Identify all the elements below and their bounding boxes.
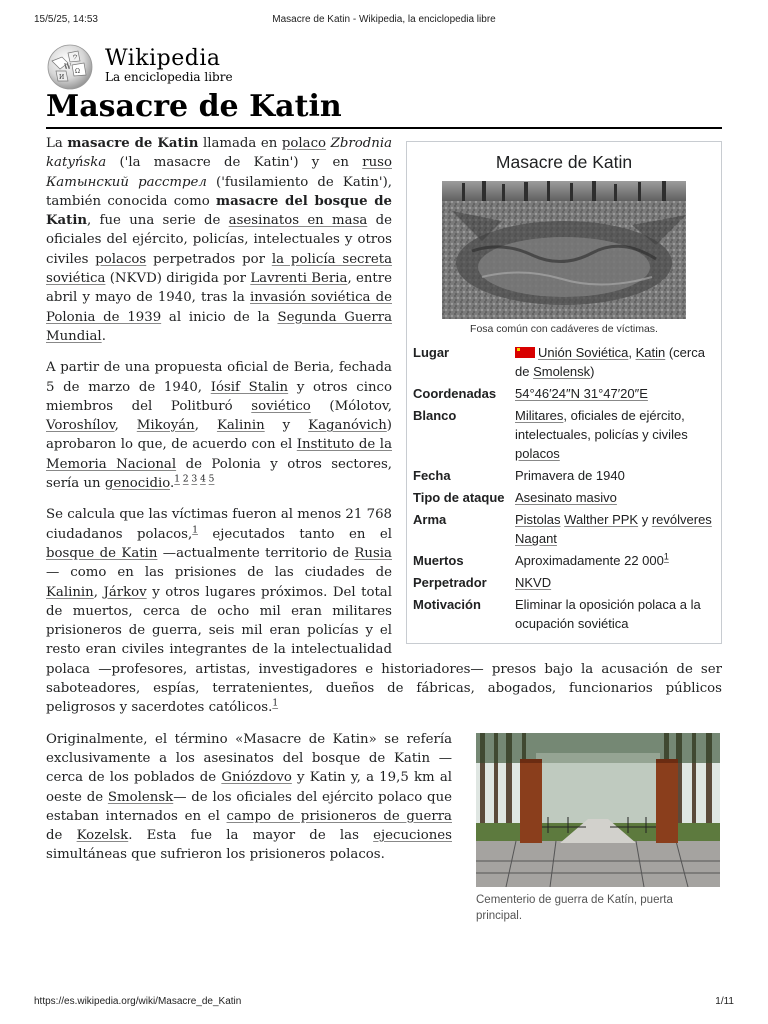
link-genocidio[interactable]: genocidio	[104, 476, 170, 492]
text: — como en las prisiones de las ciudades de	[46, 565, 392, 581]
link-kalinin[interactable]: Kalinin	[216, 418, 265, 434]
link-polaco[interactable]: polaco	[281, 136, 327, 151]
reference-link[interactable]: 1	[663, 551, 669, 562]
text: , entre abril y mayo de 1940, tras la	[46, 271, 392, 306]
text: )	[590, 364, 595, 379]
reference-link[interactable]: 4	[200, 474, 206, 485]
cemetery-gate-photo[interactable]	[476, 733, 720, 887]
text: ,	[194, 418, 217, 434]
print-title: Masacre de Katin - Wikipedia, la enciclopedia libre	[272, 14, 496, 25]
infobox-row-tipo	[413, 487, 715, 509]
title-divider	[46, 127, 722, 129]
link-lavrenti-beria[interactable]: Lavrenti Beria	[250, 271, 348, 287]
infobox-label: Perpetrador	[413, 575, 487, 590]
link-pistolas[interactable]: Pistolas	[515, 512, 561, 527]
text: — de los oficiales del ejército polaco que estaban internados en el	[46, 789, 453, 824]
reference-link[interactable]: 5	[208, 474, 215, 485]
link-coordinates[interactable]: 54°46′24″N 31°47′20″E	[515, 386, 648, 401]
wikipedia-tagline: La enciclopedia libre	[105, 70, 233, 84]
infobox-label: Lugar	[413, 345, 450, 360]
infobox-value: Eliminar la oposición polaca a la ocupación soviética	[515, 597, 701, 631]
link-militares[interactable]: Militares	[515, 408, 564, 423]
text: Aproximadamente 22 000	[515, 553, 664, 568]
print-date: 15/5/25, 14:53	[34, 14, 98, 25]
text: Originalmente, el término «Masacre de Katin» se refería exclusivamente a los asesinatos del bosque de Katin —cerca de los poblados de	[46, 731, 452, 786]
soviet-flag-icon	[515, 347, 535, 358]
svg-text:И: И	[59, 74, 65, 81]
link-policia-secreta[interactable]: la policía secreta soviética	[46, 251, 393, 287]
text: ('la masacre de Katin') y en	[106, 155, 363, 171]
page-title: Masacre de Katin	[46, 89, 342, 124]
link-campo-prisioneros[interactable]: campo de prisioneros de guerra	[226, 808, 452, 824]
infobox-row-muertos	[413, 550, 715, 572]
text: , oficiales de ejército, intelectuales, policías y civiles	[515, 408, 688, 442]
infobox-value	[515, 550, 715, 572]
text: y	[264, 418, 309, 434]
print-page-number: 1/11	[715, 996, 734, 1007]
infobox-value: Primavera de 1940	[515, 468, 625, 483]
infobox-label: Arma	[413, 512, 447, 527]
infobox-row-coordenadas	[413, 383, 715, 405]
link-mikoyan[interactable]: Mikoyán	[136, 418, 195, 434]
link-iosif-stalin[interactable]: Iósif Stalin	[210, 379, 289, 395]
text: —actualmente territorio de	[157, 545, 355, 561]
italic-term: Zbrodnia katyńska	[46, 136, 392, 171]
link-revolveres[interactable]: revólveres	[651, 512, 712, 527]
svg-text:W: W	[64, 63, 72, 71]
link-segunda-guerra-mundial[interactable]: Segunda Guerra Mundial	[46, 309, 392, 344]
print-url: https://es.wikipedia.org/wiki/Masacre_de_Katin	[34, 996, 242, 1007]
mass-grave-photo[interactable]	[442, 181, 686, 319]
italic-term: Катынский расстрел	[46, 174, 207, 190]
link-nkvd[interactable]: NKVD	[515, 575, 552, 590]
text: ,	[114, 418, 137, 434]
text: de oficiales del ejército, policías, intelectuales y otros civiles	[46, 213, 392, 267]
link-walther-ppk[interactable]: Walther PPK	[564, 512, 639, 527]
text: .	[170, 476, 175, 492]
text: ,	[628, 345, 636, 360]
text: al inicio de la	[161, 309, 278, 325]
wikipedia-logo[interactable]	[46, 41, 246, 89]
reference-link[interactable]: 1	[192, 525, 198, 536]
text: perpetrados por	[146, 251, 272, 267]
link-smolensk[interactable]: Smolensk	[107, 789, 174, 805]
link-instituto-memoria[interactable]: Instituto de la Memoria Nacional	[46, 437, 392, 472]
text: simultáneas que sufrieron los prisioneros polacos.	[46, 847, 385, 863]
link-asesinatos-en-masa[interactable]: asesinatos en masa	[228, 213, 368, 229]
link-katin[interactable]: Katin	[635, 345, 666, 360]
text: (NKVD) dirigida por	[105, 271, 251, 287]
reference-link[interactable]: 3	[191, 474, 198, 485]
reference-link[interactable]: 1	[272, 698, 279, 709]
svg-text:ウ: ウ	[72, 54, 79, 61]
bold-term: masacre del bosque de Katin	[46, 193, 392, 229]
reference-link[interactable]: 2	[182, 474, 189, 485]
infobox-value	[515, 405, 715, 465]
link-polacos[interactable]: polacos	[515, 446, 560, 461]
text: y otros cinco miembros del Politburó	[46, 379, 393, 414]
text: Se calcula que las víctimas fueron al menos 21 768 ciudadanos polacos,	[46, 507, 392, 542]
text: y otros lugares próximos. Del total de muertos, cerca de ocho mil eran militares prisioneros de guerra, seis mil eran policías y el resto eran civiles integrantes de la intelectualidad polaca —profesores, artistas, investigadores e historiadores— presos bajo la acusación de ser saboteadores, espías, terratenientes, dueños de fábricas, abogados, funcionarios públicos peligrosos y sacerdotes católicos.	[46, 584, 722, 716]
infobox-label: Muertos	[413, 553, 464, 568]
text: (Mólotov,	[310, 398, 392, 414]
text: de	[46, 828, 77, 844]
cemetery-figure	[476, 733, 722, 924]
text: , fue una serie de	[87, 213, 229, 229]
infobox-row-perpetrador	[413, 572, 715, 594]
print-footer	[34, 996, 734, 1010]
infobox-image-caption: Fosa común con cadáveres de víctimas.	[470, 323, 658, 335]
link-bosque-de-katin[interactable]: bosque de Katin	[46, 545, 158, 561]
link-asesinato-masivo[interactable]: Asesinato masivo	[515, 490, 617, 505]
figure-caption: Cementerio de guerra de Katín, puerta principal.	[476, 893, 673, 922]
text: de Polonia y otros sectores, sería un	[46, 456, 392, 492]
link-sovietico[interactable]: soviético	[251, 398, 311, 414]
infobox-value	[515, 342, 715, 383]
infobox-label: Fecha	[413, 468, 451, 483]
text: llamada en	[198, 136, 282, 151]
text: ) aprobaron lo que, de acuerdo con el	[46, 418, 392, 453]
bold-term: masacre de Katin	[67, 136, 199, 151]
text: ('fusilamiento de Katin'), también conocida como	[46, 174, 392, 209]
text: y Katin y, a 19,5 km al oeste de	[46, 770, 452, 805]
text: .	[101, 328, 106, 344]
infobox-table	[413, 342, 715, 635]
infobox-value	[515, 487, 715, 509]
link-gniozdovo[interactable]: Gniózdovo	[221, 770, 292, 786]
link-jarkov[interactable]: Járkov	[103, 584, 147, 600]
link-ejecuciones[interactable]: ejecuciones	[373, 828, 452, 844]
print-header	[34, 14, 734, 28]
infobox-row-fecha	[413, 465, 715, 487]
svg-text:Ω: Ω	[75, 68, 80, 75]
link-nagant[interactable]: Nagant	[515, 531, 557, 546]
infobox-label: Motivación	[413, 597, 481, 612]
link-kalinin-city[interactable]: Kalinin	[46, 584, 94, 600]
link-kozelsk[interactable]: Kozelsk	[76, 828, 129, 844]
link-voroshilov[interactable]: Voroshílov	[46, 418, 115, 434]
text: (cerca de	[515, 345, 705, 379]
text: La	[46, 136, 68, 151]
text: ejecutados tanto en el	[197, 526, 392, 542]
infobox	[406, 141, 722, 644]
link-invasion-sovietica[interactable]: invasión soviética de Polonia de 1939	[46, 290, 392, 325]
infobox-label: Coordenadas	[413, 386, 497, 401]
infobox-row-lugar	[413, 342, 715, 383]
link-rusia[interactable]: Rusia	[354, 545, 392, 561]
text: A partir de una propuesta oficial de Beria, fechada 5 de marzo de 1940,	[46, 360, 392, 395]
wikipedia-wordmark: Wikipedia	[105, 46, 221, 71]
link-ruso[interactable]: ruso	[362, 155, 392, 171]
infobox-row-arma	[413, 509, 715, 550]
infobox-value	[515, 572, 715, 594]
infobox-value	[515, 509, 715, 550]
infobox-value	[515, 383, 715, 405]
reference-link[interactable]: 1	[174, 474, 180, 485]
article-body	[46, 134, 722, 932]
wikipedia-globe-icon	[46, 43, 94, 91]
link-union-sovietica[interactable]: Unión Soviética	[538, 345, 629, 360]
link-kaganovich[interactable]: Kaganóvich	[308, 418, 387, 434]
infobox-row-motivacion	[413, 594, 715, 635]
text: y	[638, 512, 652, 527]
text: ,	[93, 584, 104, 600]
infobox-label: Blanco	[413, 408, 457, 423]
infobox-row-blanco	[413, 405, 715, 465]
infobox-label: Tipo de ataque	[413, 490, 505, 505]
link-smolensk[interactable]: Smolensk	[533, 364, 591, 379]
infobox-title: Masacre de Katin	[495, 152, 633, 172]
text: . Esta fue la mayor de las	[128, 828, 374, 844]
link-polacos[interactable]: polacos	[95, 251, 147, 267]
